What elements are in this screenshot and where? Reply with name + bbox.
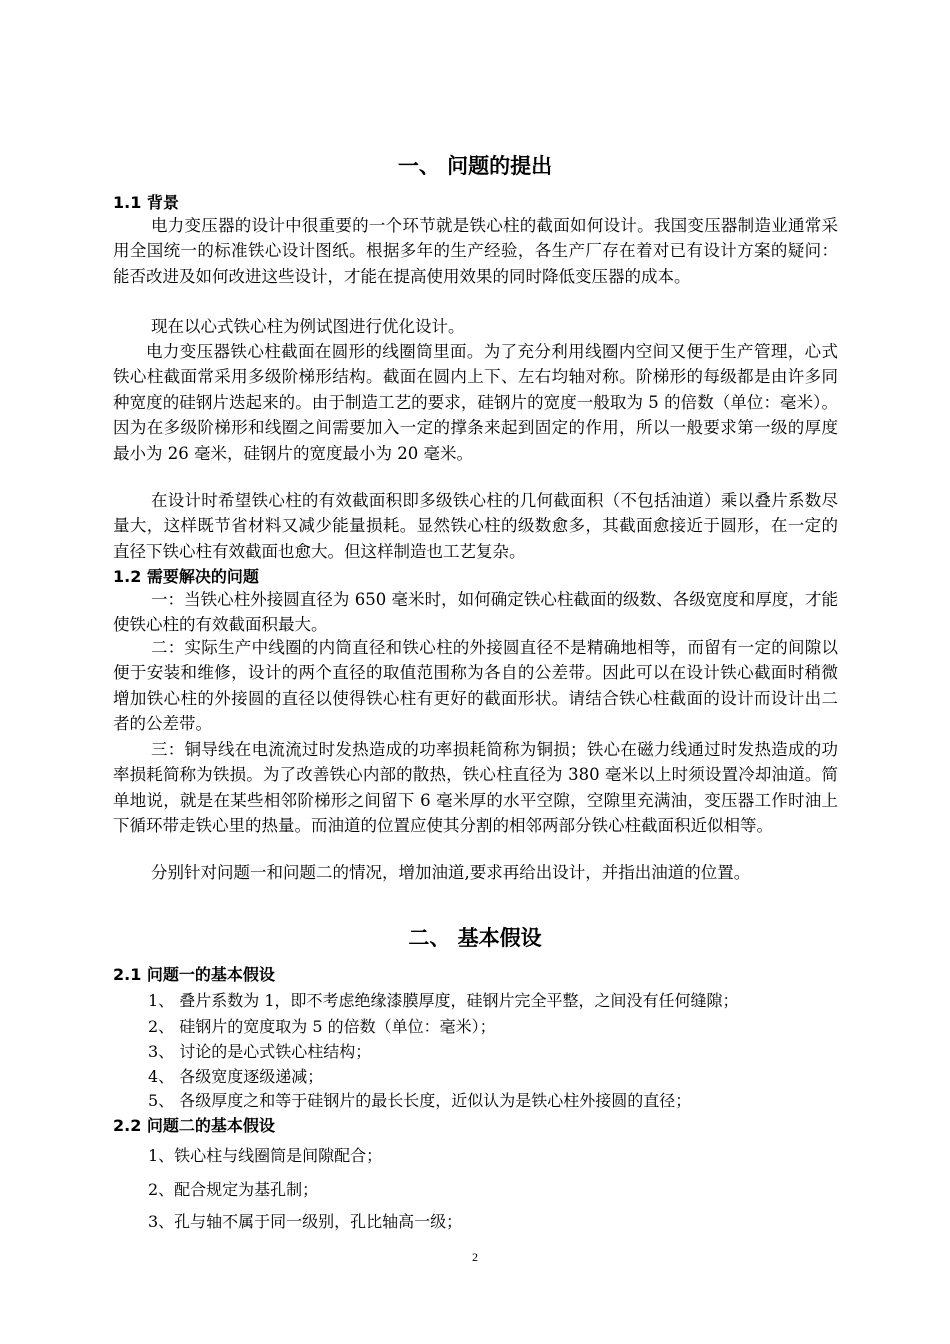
paragraph: 二：实际生产中线圈的内筒直径和铁心柱的外接圆直径不是精确地相等，而留有一定的间隙以便于安装和维修，设计的两个直径的取值范围称为各自的公差带。因此可以在设计铁心截面时稍微增加铁心柱的外接圆的直径以使得铁心柱有更好的截面形状。请结合铁心柱截面的设计而设计出二者的公差带。 <box>113 638 838 734</box>
subsection-2-1-heading: 2.1 问题一的基本假设 <box>113 965 275 984</box>
section-2-title: 二、 基本假设 <box>408 926 542 950</box>
subsection-2-2-heading: 2.2 问题二的基本假设 <box>113 1116 275 1135</box>
paragraph: 三：铜导线在电流流过时发热造成的功率损耗简称为铜损；铁心在磁力线通过时发热造成的功率损耗简称为铁损。为了改善铁心内部的散热，铁心柱直径为 380 毫米以上时须设置冷却油道。简单地说，就是在某些相邻阶梯形之间留下 6 毫米厚的水平空隙，空隙里充满油，变压器工作时油上下循环带走铁心里的热量。而油道的位置应使其分割的相邻两部分铁心柱截面积近似相等。 <box>113 740 838 836</box>
list-item: 3、孔与轴不属于同一级别，孔比轴高一级； <box>148 1212 463 1231</box>
subsection-1-2-heading: 1.2 需要解决的问题 <box>113 567 259 586</box>
list-item: 4、 各级宽度逐级递减； <box>148 1067 324 1086</box>
list-item: 1、 叠片系数为 1，即不考虑绝缘漆膜厚度，硅钢片完全平整，之间没有任何缝隙； <box>148 991 739 1010</box>
list-item: 2、 硅钢片的宽度取为 5 的倍数（单位：毫米）； <box>148 1017 496 1036</box>
list-item: 5、 各级厚度之和等于硅钢片的最长长度，近似认为是铁心柱外接圆的直径； <box>148 1091 692 1110</box>
paragraph: 现在以心式铁心柱为例试图进行优化设计。 <box>151 317 465 336</box>
list-item: 3、 讨论的是心式铁心柱结构； <box>148 1042 372 1061</box>
paragraph: 电力变压器铁心柱截面在圆形的线圈筒里面。为了充分利用线圈内空间又便于生产管理，心式铁心柱截面常采用多级阶梯形结构。截面在圆内上下、左右均轴对称。阶梯形的每级都是由许多同种宽度的硅钢片迭起来的。由于制造工艺的要求，硅钢片的宽度一般取为 5 的倍数（单位：毫米）。因为在多级阶梯形和线圈之间需要加入一定的撑条来起到固定的作用，所以一般要求第一级的厚度最小为 26 毫米，硅钢片的宽度最小为 20 毫米。 <box>113 342 838 463</box>
subsection-1-1-heading: 1.1 背景 <box>113 193 179 212</box>
paragraph: 电力变压器的设计中很重要的一个环节就是铁心柱的截面如何设计。我国变压器制造业通常采用全国统一的标准铁心设计图纸。根据多年的生产经验，各生产厂存在着对已有设计方案的疑问：能否改进及如何改进这些设计，才能在提高使用效果的同时降低变压器的成本。 <box>113 216 838 286</box>
paragraph: 一：当铁心柱外接圆直径为 650 毫米时，如何确定铁心柱截面的级数、各级宽度和厚度，才能使铁心柱的有效截面积最大。 <box>113 590 838 635</box>
paragraph: 分别针对问题一和问题二的情况，增加油道,要求再给出设计，并指出油道的位置。 <box>151 863 751 882</box>
list-item: 1、铁心柱与线圈筒是间隙配合； <box>148 1146 383 1165</box>
section-1-title: 一、 问题的提出 <box>397 154 553 178</box>
paragraph: 在设计时希望铁心柱的有效截面积即多级铁心柱的几何截面积（不包括油道）乘以叠片系数尽量大，这样既节省材料又减少能量损耗。显然铁心柱的级数愈多，其截面愈接近于圆形，在一定的直径下铁心柱有效截面也愈大。但这样制造也工艺复杂。 <box>113 491 838 561</box>
list-item: 2、配合规定为基孔制； <box>148 1180 319 1199</box>
page-number: 2 <box>472 1250 478 1264</box>
